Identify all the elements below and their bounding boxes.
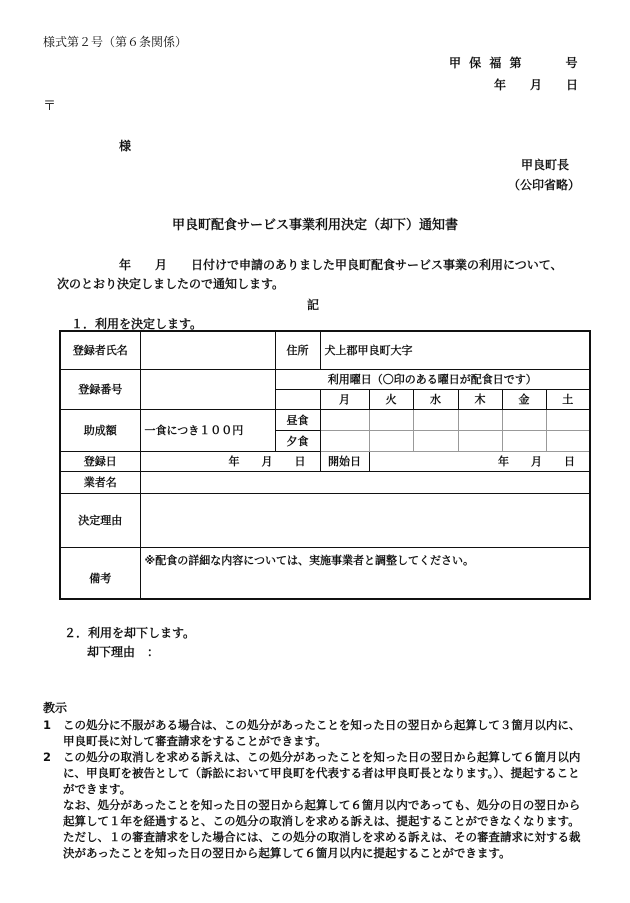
issue-date: 年 月 日	[494, 78, 579, 92]
start-date-value: 年 月 日	[369, 451, 590, 471]
day-thu: 木	[458, 389, 502, 409]
dinner-sat	[546, 430, 590, 451]
notice-text-1: この処分に不服がある場合は、この処分があったことを知った日の翌日から起算して３箇月以内に、甲良町長に対して審査請求をすることができます。	[63, 718, 581, 748]
seal-note: （公印省略）	[508, 178, 581, 192]
day-fri: 金	[502, 389, 546, 409]
intro-line-2: 次のとおり決定しましたので通知します。	[57, 277, 285, 291]
days-blank	[275, 389, 320, 409]
section-reject: ２．利用を却下します。	[64, 626, 196, 640]
dinner-thu	[458, 430, 502, 451]
lunch-mon	[320, 409, 369, 430]
dinner-tue	[369, 430, 413, 451]
form-number: 様式第２号（第６条関係）	[43, 35, 188, 49]
lunch-label: 昼食	[275, 409, 320, 430]
start-date-label: 開始日	[320, 451, 369, 471]
name-cell	[140, 331, 275, 369]
intro-line-1: 年 月 日付けで申請のありました甲良町配食サービス事業の利用について、	[119, 258, 563, 272]
day-sat: 土	[546, 389, 590, 409]
notice-text-2b: なお、処分があったことを知った日の翌日から起算して６箇月以内であっても、処分の日の翌日から起算して１年を経過すると、この処分の取消しを求める訴えは、提起することができなくなります。ただし、１の審査請求をした場合には、この処分の取消しを求める訴えは、その審査請求に対する裁決があったことを知った日の翌日から起算して６箇月以内に提起することができます。	[63, 798, 581, 860]
days-header: 利用曜日（〇印のある曜日が配食日です）	[275, 369, 590, 389]
day-wed: 水	[413, 389, 458, 409]
vendor-cell	[140, 471, 590, 493]
notice-number-2: 2	[43, 750, 52, 764]
day-mon: 月	[320, 389, 369, 409]
subsidy-value: 一食につき１００円	[140, 409, 275, 451]
reg-no-label: 登録番号	[60, 369, 140, 409]
lunch-tue	[369, 409, 413, 430]
address-label: 住所	[275, 331, 320, 369]
vendor-label: 業者名	[60, 471, 140, 493]
notice-list	[43, 717, 588, 861]
lunch-wed	[413, 409, 458, 430]
reject-reason-label: 却下理由 ：	[87, 645, 160, 659]
reg-no-cell	[140, 369, 275, 409]
notice-text-2: この処分の取消しを求める訴えは、この処分があったことを知った日の翌日から起算して６箇月以内に、甲良町を被告として（訴訟において甲良町を代表する者は甲良町長となります。）、提起することができます。	[63, 750, 581, 796]
dinner-wed	[413, 430, 458, 451]
dinner-mon	[320, 430, 369, 451]
reason-label: 決定理由	[60, 493, 140, 547]
notice-number-1: 1	[43, 718, 52, 732]
dinner-fri	[502, 430, 546, 451]
remarks-label: 備考	[60, 547, 140, 599]
notice-item-1	[43, 717, 588, 749]
name-label: 登録者氏名	[60, 331, 140, 369]
postal-mark: 〒	[43, 99, 57, 114]
service-table	[59, 330, 591, 600]
remarks-value: ※配食の詳細な内容については、実施事業者と調整してください。	[140, 547, 590, 599]
lunch-fri	[502, 409, 546, 430]
address-value: 犬上郡甲良町大字	[320, 331, 590, 369]
day-tue: 火	[369, 389, 413, 409]
notice-item-2	[43, 749, 588, 797]
lunch-thu	[458, 409, 502, 430]
ki-mark: 記	[307, 298, 320, 312]
reg-date-value: 年 月 日	[140, 451, 320, 471]
reason-cell	[140, 493, 590, 547]
reg-date-label: 登録日	[60, 451, 140, 471]
lunch-sat	[546, 409, 590, 430]
notice-title: 教示	[43, 701, 68, 715]
recipient-suffix: 様	[119, 139, 132, 153]
subsidy-label: 助成額	[60, 409, 140, 451]
document-title: 甲良町配食サービス事業利用決定（却下）通知書	[171, 218, 458, 233]
section-approve: １．利用を決定します。	[71, 317, 203, 331]
document-number: 甲 保 福 第 号	[449, 56, 580, 70]
dinner-label: 夕食	[275, 430, 320, 451]
issuer-name: 甲良町長	[521, 158, 570, 172]
